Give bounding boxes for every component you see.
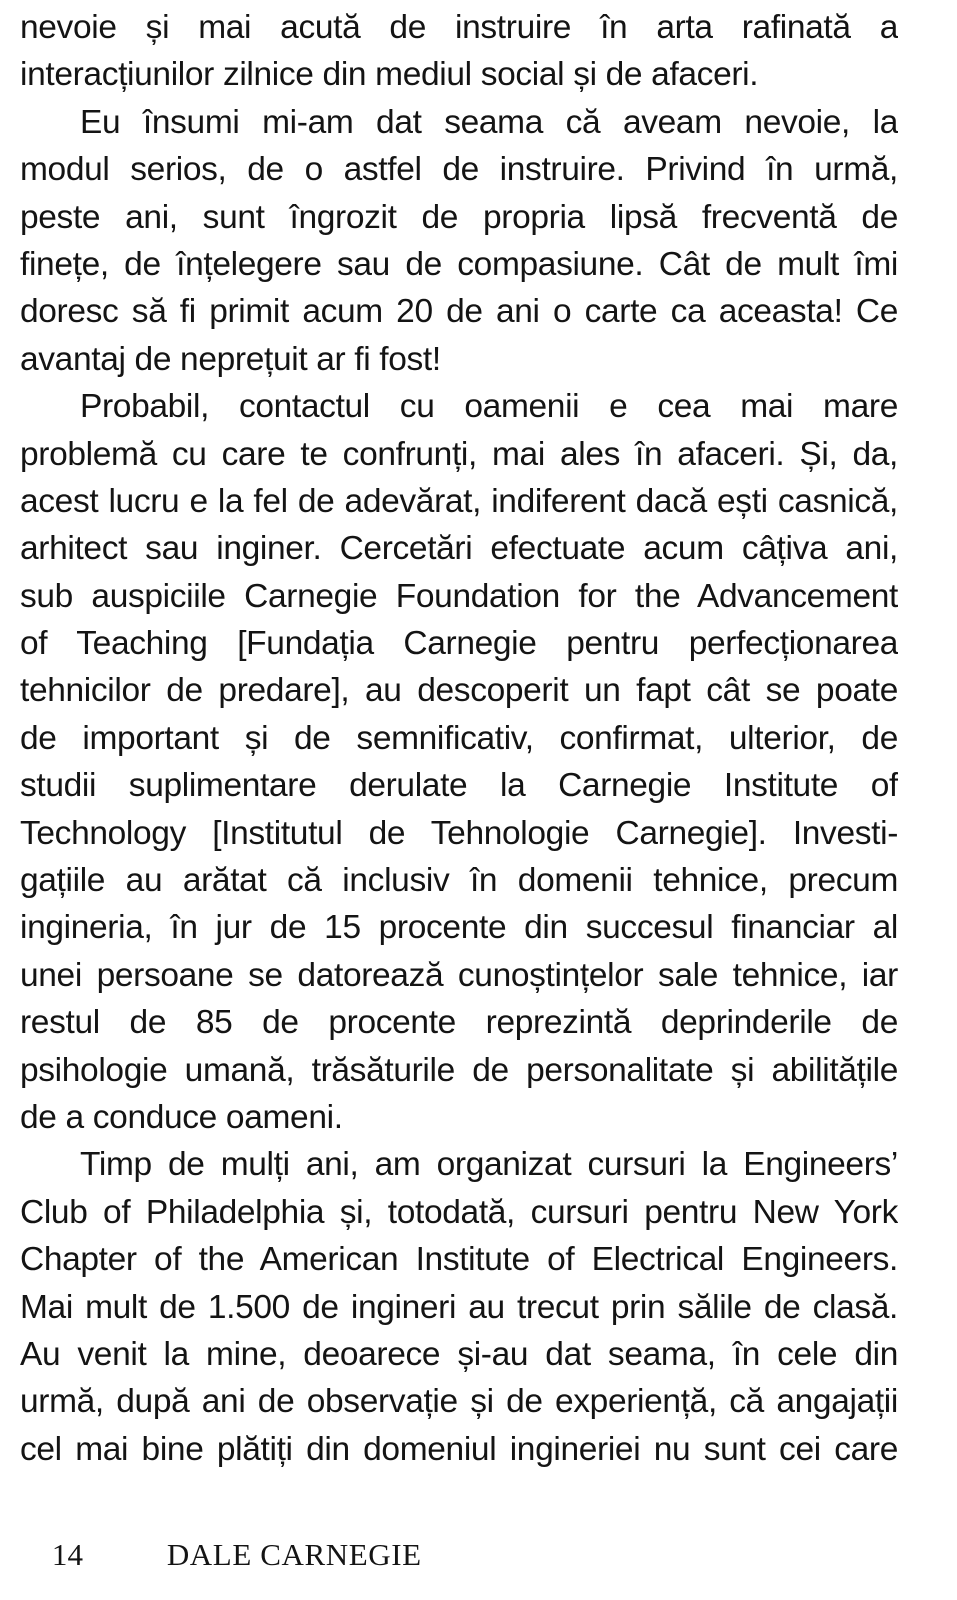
text-line: Probabil, contactul cu oamenii e cea mai mare (80, 388, 898, 426)
text-line: modul serios, de o astfel de instruire. Privind în urmă, (20, 151, 898, 189)
text-line: de a conduce oameni. (20, 1098, 343, 1136)
paragraph-3 (20, 383, 898, 1141)
text-line: nevoie și mai acută de instruire în arta rafinată a (20, 9, 898, 46)
text-line: Chapter of the American Institute of Electrical Engineers. (20, 1241, 898, 1279)
text-line: Mai mult de 1.500 de ingineri au trecut prin sălile de clasă. (20, 1288, 898, 1326)
text-line: doresc să fi primit acum 20 de ani o carte ca aceasta! Ce (20, 293, 898, 331)
running-title: DALE CARNEGIE (166, 1537, 422, 1572)
text-line: Technology [Institutul de Tehnologie Carnegie]. Investi- (20, 814, 898, 852)
paragraph-2 (20, 99, 898, 383)
text-line: ingineria, în jur de 15 procente din succesul financiar al (20, 909, 898, 947)
text-line: of Teaching [Fundația Carnegie pentru perfecționarea (20, 625, 898, 663)
text-line: studii suplimentare derulate la Carnegie Institute of (20, 767, 898, 805)
text-line: avantaj de neprețuit ar fi fost! (20, 340, 441, 378)
text-line: arhitect sau inginer. Cercetări efectuate acum câțiva ani, (20, 530, 898, 568)
text-line: interacțiunilor zilnice din mediul social și de afaceri. (20, 56, 759, 94)
text-line: acest lucru e la fel de adevărat, indiferent dacă ești casnică, (20, 482, 898, 520)
text-line: peste ani, sunt îngrozit de propria lipsă frecventă de (20, 198, 898, 236)
text-line: psihologie umană, trăsăturile de personalitate și abilitățile (20, 1051, 898, 1089)
page-text-block (20, 4, 898, 1473)
page-footer (20, 1498, 898, 1600)
text-line: urmă, după ani de observație și de experiență, că angajații (20, 1383, 898, 1421)
text-line: sub auspiciile Carnegie Foundation for the Advancement (20, 577, 898, 615)
text-line: finețe, de înțelegere sau de compasiune. Cât de mult îmi (20, 245, 898, 283)
text-line: Eu însumi mi-am dat seama că aveam nevoie, la (80, 103, 898, 141)
paragraph-4 (20, 1141, 898, 1473)
text-line: gațiile au arătat că inclusiv în domenii tehnice, precum (20, 862, 898, 900)
text-line: restul de 85 de procente reprezintă deprinderile de (20, 1004, 898, 1042)
text-line: Au venit la mine, deoarece și-au dat seama, în cele din (20, 1335, 898, 1373)
text-line: unei persoane se datorează cunoștințelor sale tehnice, iar (20, 956, 898, 994)
text-line: problemă cu care te confrunți, mai ales în afaceri. Și, da, (20, 435, 898, 473)
text-line: Club of Philadelphia și, totodată, cursuri pentru New York (20, 1193, 898, 1231)
text-line: Timp de mulți ani, am organizat cursuri la Engineers’ (80, 1146, 898, 1184)
page-number: 14 (51, 1537, 84, 1572)
text-line: cel mai bine plătiți din domeniul ingineriei nu sunt cei care (20, 1430, 898, 1468)
text-line: de important și de semnificativ, confirmat, ulterior, de (20, 719, 898, 757)
paragraph-1 (20, 4, 898, 99)
text-line: tehnicilor de predare], au descoperit un fapt cât se poate (20, 672, 898, 710)
